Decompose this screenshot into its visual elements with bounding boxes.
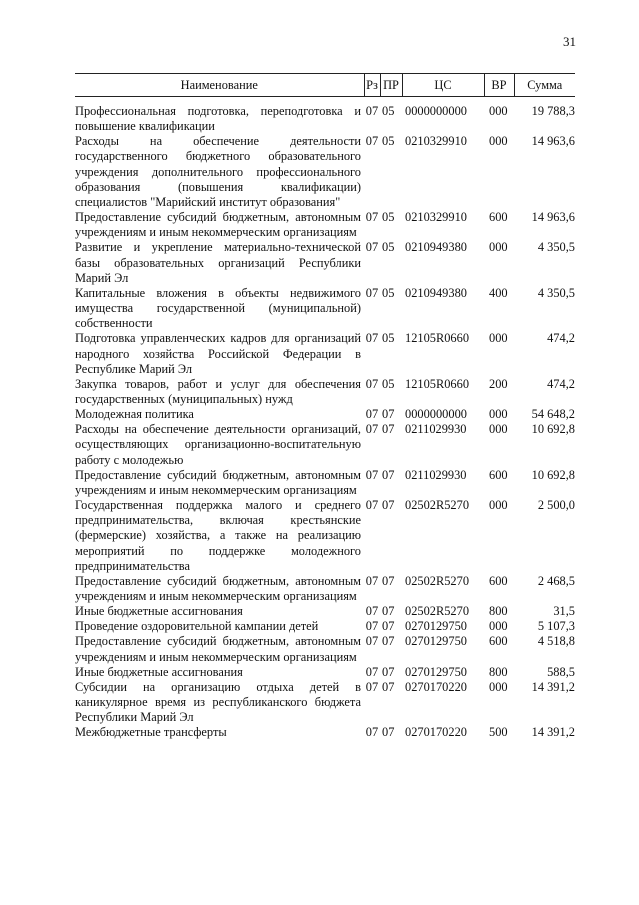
row-cs: 0210329910 — [405, 210, 467, 225]
row-pr: 05 — [382, 285, 395, 300]
row-pr: 05 — [382, 240, 395, 255]
row-pr: 07 — [382, 725, 395, 740]
table-row — [75, 210, 575, 240]
row-cs: 12105R0660 — [405, 376, 470, 391]
row-vr: 000 — [489, 619, 508, 634]
row-cs: 0210329910 — [405, 134, 467, 149]
row-vr: 500 — [489, 725, 508, 740]
row-name: Закупка товаров, работ и услуг для обеспечения государственных (муниципальных) нужд — [75, 376, 361, 406]
row-cs: 0270129750 — [405, 634, 467, 649]
row-sum: 10 692,8 — [531, 422, 575, 437]
row-sum: 4 350,5 — [537, 240, 575, 255]
row-sum: 14 963,6 — [531, 134, 575, 149]
row-name: Проведение оздоровительной кампании детей — [75, 619, 319, 634]
row-vr: 800 — [489, 664, 508, 679]
row-rz: 07 — [365, 104, 379, 118]
row-name: Развитие и укрепление материально-технической базы образовательных организаций Республики Марий Эл — [75, 240, 361, 285]
row-vr: 000 — [489, 104, 508, 118]
row-rz: 07 — [365, 331, 379, 346]
row-sum: 2 500,0 — [537, 498, 575, 513]
row-sum: 10 692,8 — [531, 467, 575, 482]
table-row — [75, 134, 575, 210]
row-sum: 31,5 — [553, 604, 575, 619]
table-row — [75, 680, 575, 725]
row-pr: 07 — [382, 634, 395, 649]
table-row — [75, 619, 575, 634]
row-rz: 07 — [365, 725, 379, 740]
row-cs: 0000000000 — [405, 407, 467, 422]
table-row — [75, 407, 575, 422]
row-sum: 19 788,3 — [531, 104, 575, 118]
row-vr: 000 — [489, 240, 508, 255]
page-number: 31 — [563, 34, 576, 49]
row-rz: 07 — [365, 422, 379, 437]
header-cs: ЦС — [402, 74, 484, 97]
row-cs: 0270170220 — [405, 679, 467, 694]
row-rz: 07 — [365, 407, 379, 422]
row-rz: 07 — [365, 376, 379, 391]
row-pr: 05 — [382, 210, 395, 225]
row-vr: 600 — [489, 210, 508, 225]
header-sum: Сумма — [514, 74, 575, 97]
row-sum: 588,5 — [547, 664, 575, 679]
row-name: Предоставление субсидий бюджетным, автономным учреждениям и иным некоммерческим организациям — [75, 210, 361, 240]
row-pr: 07 — [382, 679, 395, 694]
row-name: Предоставление субсидий бюджетным, автономным учреждениям и иным некоммерческим организациям — [75, 467, 361, 497]
row-sum: 4 350,5 — [537, 285, 575, 300]
row-sum: 14 391,2 — [531, 725, 575, 740]
row-sum: 14 391,2 — [531, 679, 575, 694]
row-cs: 12105R0660 — [405, 331, 470, 346]
table-row — [75, 286, 575, 331]
row-name: Предоставление субсидий бюджетным, автономным учреждениям и иным некоммерческим организациям — [75, 573, 361, 603]
row-pr: 07 — [382, 619, 395, 634]
header-rz: Рз — [364, 74, 380, 97]
row-pr: 05 — [382, 331, 395, 346]
row-cs: 0270129750 — [405, 664, 467, 679]
row-rz: 07 — [365, 573, 379, 588]
row-name: Иные бюджетные ассигнования — [75, 604, 243, 619]
row-name: Иные бюджетные ассигнования — [75, 664, 243, 679]
row-vr: 000 — [489, 331, 508, 346]
row-rz: 07 — [365, 634, 379, 649]
row-sum: 4 518,8 — [537, 634, 575, 649]
budget-table — [75, 73, 575, 741]
table-body — [75, 97, 575, 741]
row-cs: 0210949380 — [405, 240, 467, 255]
row-cs: 0000000000 — [405, 104, 467, 118]
row-pr: 07 — [382, 467, 395, 482]
row-vr: 000 — [489, 498, 508, 513]
row-name: Молодежная политика — [75, 407, 194, 422]
table-row — [75, 574, 575, 604]
row-vr: 000 — [489, 422, 508, 437]
row-vr: 600 — [489, 573, 508, 588]
table-row — [75, 725, 575, 740]
table-row — [75, 331, 575, 376]
row-sum: 14 963,6 — [531, 210, 575, 225]
row-sum: 474,2 — [547, 331, 575, 346]
row-name: Расходы на обеспечение деятельности государственного бюджетного образовательного учреждения дополнительного профессионального образования (повышения квалификации) специалистов "Марийский институт образования" — [75, 134, 361, 209]
table-row — [75, 634, 575, 664]
row-rz: 07 — [365, 210, 379, 225]
row-vr: 000 — [489, 407, 508, 422]
table-row — [75, 422, 575, 467]
row-vr: 800 — [489, 604, 508, 619]
row-rz: 07 — [365, 240, 379, 255]
row-pr: 07 — [382, 498, 395, 513]
row-rz: 07 — [365, 134, 379, 149]
row-rz: 07 — [365, 619, 379, 634]
header-vr: ВР — [484, 74, 514, 97]
row-name: Подготовка управленческих кадров для организаций народного хозяйства Российской Федерации в Республике Марий Эл — [75, 331, 361, 376]
table-row — [75, 97, 575, 135]
row-vr: 200 — [489, 376, 508, 391]
table-row — [75, 377, 575, 407]
row-vr: 600 — [489, 467, 508, 482]
header-pr: ПР — [380, 74, 402, 97]
row-cs: 0270129750 — [405, 619, 467, 634]
row-sum: 474,2 — [547, 376, 575, 391]
row-pr: 05 — [382, 104, 395, 118]
row-sum: 2 468,5 — [537, 573, 575, 588]
row-pr: 07 — [382, 604, 395, 619]
row-name: Профессиональная подготовка, переподготовка и повышение квалификации — [75, 104, 361, 134]
row-name: Предоставление субсидий бюджетным, автономным учреждениям и иным некоммерческим организациям — [75, 634, 361, 664]
row-name: Межбюджетные трансферты — [75, 725, 227, 740]
row-name: Капитальные вложения в объекты недвижимого имущества государственной (муниципальной) собственности — [75, 285, 361, 331]
row-rz: 07 — [365, 664, 379, 679]
row-cs: 0211029930 — [405, 422, 467, 437]
row-sum: 5 107,3 — [537, 619, 575, 634]
row-pr: 07 — [382, 664, 395, 679]
row-pr: 07 — [382, 422, 395, 437]
row-rz: 07 — [365, 467, 379, 482]
row-name: Государственная поддержка малого и среднего предпринимательства, включая крестьянские (фермерские) хозяйства, а также на реализацию мероприятий по поддержке молодежного предпринимательства — [75, 498, 361, 573]
row-cs: 02502R5270 — [405, 604, 470, 619]
table-header-row — [75, 74, 575, 97]
row-cs: 0211029930 — [405, 467, 467, 482]
row-pr: 07 — [382, 407, 395, 422]
row-cs: 02502R5270 — [405, 498, 470, 513]
row-vr: 600 — [489, 634, 508, 649]
table-row — [75, 665, 575, 680]
row-name: Субсидии на организацию отдыха детей в каникулярное время из республиканского бюджета Республики Марий Эл — [75, 679, 361, 725]
row-cs: 0210949380 — [405, 285, 467, 300]
table-row — [75, 604, 575, 619]
table-row — [75, 498, 575, 574]
table-row — [75, 468, 575, 498]
row-rz: 07 — [365, 498, 379, 513]
header-name: Наименование — [75, 74, 364, 97]
row-pr: 05 — [382, 376, 395, 391]
row-cs: 02502R5270 — [405, 573, 470, 588]
row-pr: 05 — [382, 134, 395, 149]
row-rz: 07 — [365, 679, 379, 694]
row-name: Расходы на обеспечение деятельности организаций, осуществляющих организационно-воспитательную работу с молодежью — [75, 422, 361, 467]
row-vr: 400 — [489, 285, 508, 300]
row-rz: 07 — [365, 604, 379, 619]
table-row — [75, 240, 575, 285]
row-sum: 54 648,2 — [531, 407, 575, 422]
row-rz: 07 — [365, 285, 379, 300]
row-vr: 000 — [489, 134, 508, 149]
row-cs: 0270170220 — [405, 725, 467, 740]
row-vr: 000 — [489, 679, 508, 694]
row-pr: 07 — [382, 573, 395, 588]
